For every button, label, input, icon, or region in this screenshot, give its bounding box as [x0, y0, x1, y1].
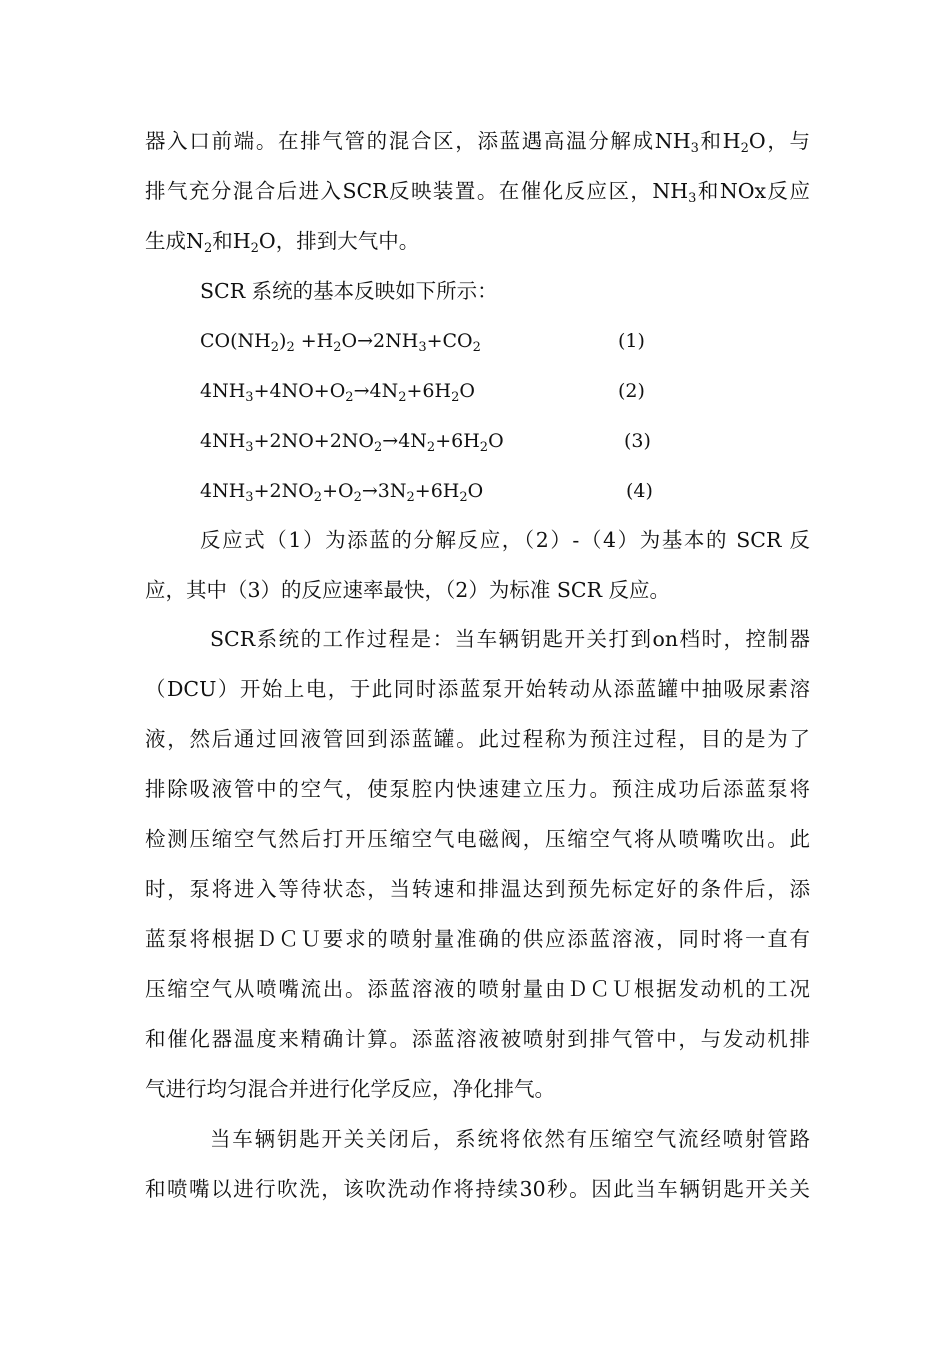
paragraph-3-line-10: 气进行均匀混合并进行化学反应，净化排气。: [145, 1077, 555, 1101]
paragraph-3-line-6: 时，泵将进入等待状态，当转速和排温达到预先标定好的条件后，添: [145, 877, 810, 901]
equation-4: $4NH_3+2NO_2+O_2\to 3N_2+6H_2O$: [200, 480, 484, 505]
subscript: 3: [688, 191, 697, 204]
paragraph-3-line-1: SCR系统的工作过程是：当车辆钥匙开关打到on档时，控制器: [210, 627, 810, 651]
paragraph-3-line-2: （DCU）开始上电，于此同时添蓝泵开始转动从添蓝罐中抽吸尿素溶: [145, 677, 810, 701]
paragraph-2-line-1: 反应式（1）为添蓝的分解反应，（2）-（4）为基本的 SCR 反: [200, 528, 810, 552]
text-run: 生成N: [145, 229, 204, 253]
equation-3: $4NH_3+2NO+2NO_2\to 4N_2+6H_2O$: [200, 430, 504, 455]
paragraph-2-line-2: 应，其中（3）的反应速率最快，（2）为标准 SCR 反应。: [145, 578, 671, 602]
text-run: 排气充分混合后进入SCR反映装置。在催化反应区，NH: [145, 179, 689, 203]
subscript: 2: [203, 241, 213, 254]
paragraph-3-line-5: 检测压缩空气然后打开压缩空气电磁阀，压缩空气将从喷嘴吹出。此: [145, 827, 810, 851]
text-run: O，排到大气中。: [258, 229, 420, 253]
equation-2: $4NH_3+4NO+O_2\to 4N_2+6H_2O$: [200, 380, 475, 405]
equation-2-number: (2): [618, 380, 645, 402]
text-run: 器入口前端。在排气管的混合区，添蓝遇高温分解成NH: [145, 129, 691, 153]
subscript: 2: [740, 141, 749, 154]
paragraph-1-line-2: [145, 178, 810, 204]
text-run: 和H: [698, 129, 741, 153]
paragraph-4-line-2: 和喷嘴以进行吹洗，该吹洗动作将持续30秒。因此当车辆钥匙开关关: [145, 1177, 810, 1201]
equation-1: $CO(NH_2)_2 +H_2O\to 2NH_3+CO_2$: [200, 330, 481, 355]
subscript: 3: [690, 141, 699, 154]
paragraph-3-line-9: 和催化器温度来精确计算。添蓝溶液被喷射到排气管中，与发动机排: [145, 1027, 810, 1051]
paragraph-3-line-8: 压缩空气从喷嘴流出。添蓝溶液的喷射量由ＤＣＵ根据发动机的工况: [145, 977, 810, 1001]
subscript: 2: [250, 241, 259, 254]
text-run: O，与: [748, 129, 810, 153]
equation-4-number: (4): [626, 480, 653, 502]
text-run: 和H: [212, 229, 251, 253]
paragraph-3-line-3: 液，然后通过回液管回到添蓝罐。此过程称为预注过程，目的是为了: [145, 727, 810, 751]
reaction-intro: SCR 系统的基本反映如下所示：: [200, 279, 498, 303]
paragraph-1-line-1: [145, 128, 810, 154]
text-run: 和NOx反应: [696, 179, 810, 203]
paragraph-3-line-4: 排除吸液管中的空气，使泵腔内快速建立压力。预注成功后添蓝泵将: [145, 777, 810, 801]
equation-1-number: (1): [618, 330, 645, 352]
paragraph-1-line-3: [145, 228, 810, 254]
equation-3-number: (3): [624, 430, 651, 452]
paragraph-3-line-7: 蓝泵将根据ＤＣＵ要求的喷射量准确的供应添蓝溶液，同时将一直有: [145, 927, 810, 951]
paragraph-4-line-1: 当车辆钥匙开关关闭后，系统将依然有压缩空气流经喷射管路: [210, 1127, 810, 1151]
